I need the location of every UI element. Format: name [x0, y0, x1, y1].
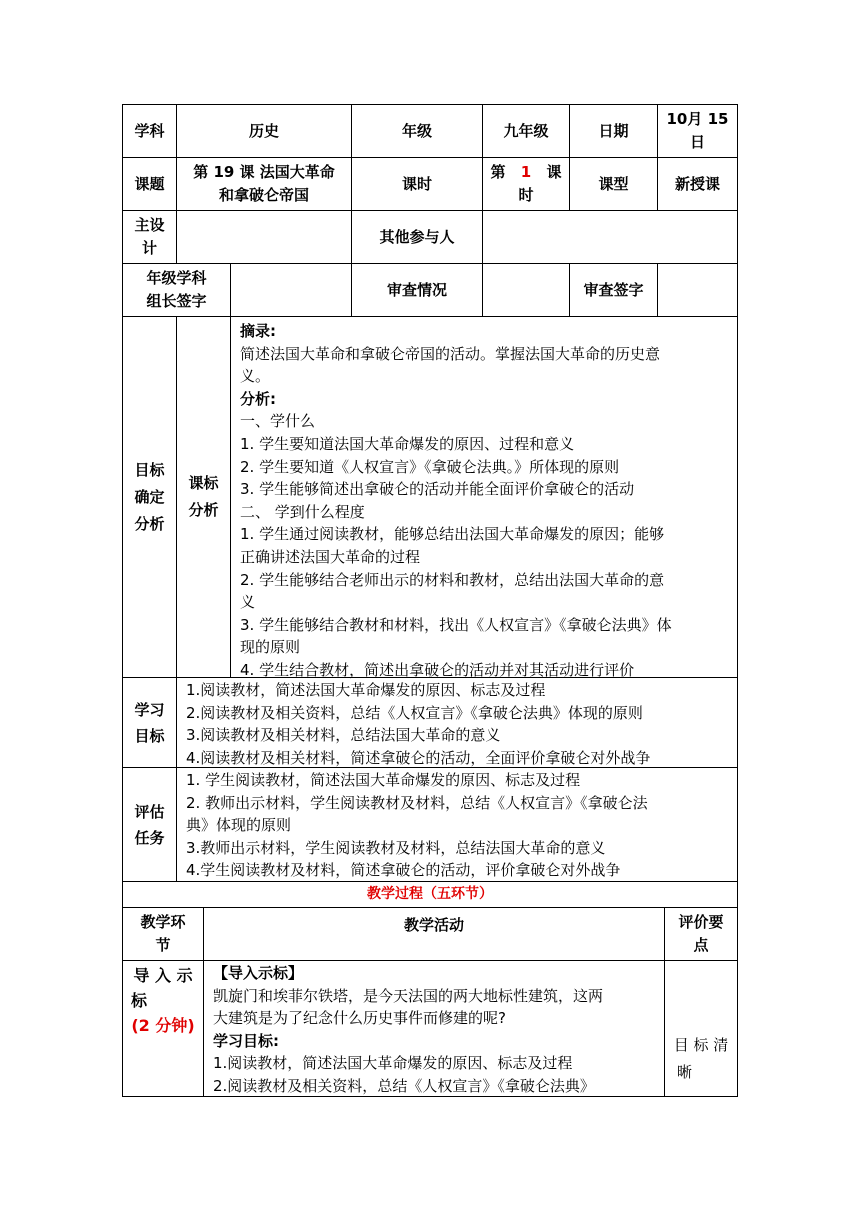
date-value-line-2: 日	[689, 133, 705, 151]
goal-analysis-line: 二、 学到什么程度	[240, 502, 365, 521]
sign-label: 审查签字	[569, 263, 658, 317]
activity-intro-lines	[213, 962, 655, 1098]
activity-intro-line: 2.阅读教材及相关资料，总结《人权宣言》《拿破仑法典》	[213, 1076, 595, 1095]
col-stage-line-1: 教学环	[140, 913, 186, 931]
leader-label	[122, 263, 231, 317]
date-label: 日期	[569, 104, 658, 158]
goal-analysis-line: 3. 学生能够结合教材和材料，找出《人权宣言》《拿破仑法典》体	[240, 615, 672, 634]
leader-value	[230, 263, 352, 317]
goal-analysis-lines	[240, 320, 728, 682]
designer-label	[122, 210, 177, 264]
assessment-content	[176, 767, 738, 882]
process-title: 教学过程（五环节）	[122, 881, 738, 908]
col-eval-line-1: 评价要	[678, 913, 724, 931]
designer-label-line-1: 主设	[134, 216, 165, 234]
assessment-label	[122, 767, 177, 882]
date-value	[657, 104, 738, 158]
activity-intro-line: 【导入示标】	[213, 964, 304, 982]
period-suffix: 课	[546, 163, 562, 181]
goal-label-line-2: 确定	[134, 487, 165, 506]
assessment-line: 1. 学生阅读教材，简述法国大革命爆发的原因、标志及过程	[186, 771, 581, 789]
activity-intro-line: 学习目标:	[213, 1031, 279, 1050]
goal-analysis-line: 4. 学生结合教材，简述出拿破仑的活动并对其活动进行评价	[240, 660, 635, 679]
topic-label: 课题	[122, 157, 177, 211]
col-stage-line-2: 节	[155, 936, 171, 954]
objectives-label-line-1: 学习	[134, 700, 165, 719]
goal-sub-label-line-2: 分析	[188, 501, 219, 519]
activity-intro-line: 1.阅读教材，简述法国大革命爆发的原因、标志及过程	[213, 1054, 573, 1073]
assessment-line: 典》体现的原则	[186, 816, 292, 835]
period-label: 课时	[351, 157, 483, 211]
subject-label: 学科	[122, 104, 177, 158]
col-eval-header	[664, 907, 738, 961]
goal-analysis-line: 2. 学生能够结合老师出示的材料和教材，总结出法国大革命的意	[240, 570, 665, 589]
assessment-line: 3.教师出示材料，学生阅读教材及材料，总结法国大革命的意义	[186, 838, 606, 857]
designer-label-line-2: 计	[141, 239, 157, 257]
activity-intro-content	[203, 960, 665, 1097]
date-value-line-1: 10月 15	[666, 110, 729, 128]
objectives-lines	[186, 679, 728, 769]
eval-intro	[664, 960, 738, 1097]
leader-label-line-1: 年级学科	[146, 269, 207, 287]
participants-label: 其他参与人	[351, 210, 483, 264]
eval-intro-line-2: 晰	[677, 1063, 693, 1081]
objectives-content	[176, 677, 738, 768]
topic-value-line-2: 和拿破仑帝国	[218, 186, 309, 204]
activity-intro-line: 大建筑是为了纪念什么历史事件而修建的呢?	[213, 1009, 506, 1028]
period-prefix: 第	[490, 163, 506, 181]
topic-value	[176, 157, 352, 211]
period-value-line-1	[491, 161, 562, 184]
stage-intro-time: (2 分钟)	[131, 1016, 195, 1035]
assessment-lines	[186, 769, 728, 882]
sign-value	[657, 263, 738, 317]
eval-intro-line-1: 目 标 清	[673, 1036, 729, 1054]
grade-label: 年级	[351, 104, 483, 158]
objective-line: 1.阅读教材，简述法国大革命爆发的原因、标志及过程	[186, 681, 546, 699]
assessment-line: 4.学生阅读教材及材料，简述拿破仑的活动，评价拿破仑对外战争	[186, 861, 621, 880]
stage-intro-line-1: 导 入 示	[133, 966, 193, 985]
leader-label-line-2: 组长签字	[146, 292, 207, 310]
goal-analysis-line: 现的原则	[240, 638, 301, 657]
period-value	[482, 157, 570, 211]
subject-value: 历史	[176, 104, 352, 158]
goal-analysis-content	[230, 316, 738, 678]
assessment-label-line-1: 评估	[134, 802, 165, 821]
topic-value-line-1: 第 19 课 法国大革命	[193, 163, 335, 181]
col-eval-line-2: 点	[693, 936, 709, 954]
col-stage-header	[122, 907, 204, 961]
assessment-label-line-2: 任务	[134, 828, 165, 847]
type-value: 新授课	[657, 157, 738, 211]
review-value	[482, 263, 570, 317]
assessment-line: 2. 教师出示材料，学生阅读教材及材料，总结《人权宣言》《拿破仑法	[186, 793, 648, 812]
objective-line: 2.阅读教材及相关资料，总结《人权宣言》《拿破仑法典》体现的原则	[186, 703, 643, 722]
objective-line: 3.阅读教材及相关材料，总结法国大革命的意义	[186, 726, 501, 745]
stage-intro	[122, 960, 204, 1097]
goal-analysis-line: 一、学什么	[240, 412, 316, 431]
goal-analysis-line: 义	[240, 593, 256, 612]
goal-sub-label-line-1: 课标	[188, 474, 219, 492]
period-value-line-2: 时	[518, 186, 534, 204]
goal-analysis-line: 1. 学生要知道法国大革命爆发的原因、过程和意义	[240, 434, 575, 453]
period-number: 1	[520, 163, 532, 181]
objectives-label	[122, 677, 177, 768]
review-label: 审查情况	[351, 263, 483, 317]
type-label: 课型	[569, 157, 658, 211]
col-activity-header: 教学活动	[203, 907, 665, 961]
participants-value	[482, 210, 738, 264]
grade-value: 九年级	[482, 104, 570, 158]
goal-section-label	[122, 316, 177, 678]
goal-analysis-line: 简述法国大革命和拿破仑帝国的活动。掌握法国大革命的历史意	[240, 344, 661, 363]
goal-analysis-line: 1. 学生通过阅读教材，能够总结出法国大革命爆发的原因；能够	[240, 525, 665, 544]
objective-line: 4.阅读教材及相关材料，简述拿破仑的活动，全面评价拿破仑对外战争	[186, 748, 651, 767]
goal-analysis-line: 3. 学生能够简述出拿破仑的活动并能全面评价拿破仑的活动	[240, 480, 635, 499]
activity-intro-line: 凯旋门和埃菲尔铁塔，是今天法国的两大地标性建筑，这两	[213, 986, 604, 1005]
objectives-label-line-2: 目标	[134, 726, 165, 745]
goal-analysis-line: 摘录:	[240, 322, 276, 340]
goal-analysis-line: 正确讲述法国大革命的过程	[240, 547, 421, 566]
goal-analysis-line: 2. 学生要知道《人权宣言》《拿破仑法典。》所体现的原则	[240, 457, 620, 476]
goal-label-line-3: 分析	[134, 514, 165, 533]
goal-sub-label	[176, 316, 231, 678]
goal-analysis-line: 分析:	[240, 389, 276, 408]
designer-value	[176, 210, 352, 264]
goal-label-line-1: 目标	[134, 460, 165, 479]
stage-intro-line-2: 标	[131, 991, 148, 1010]
goal-analysis-line: 义。	[240, 367, 271, 386]
